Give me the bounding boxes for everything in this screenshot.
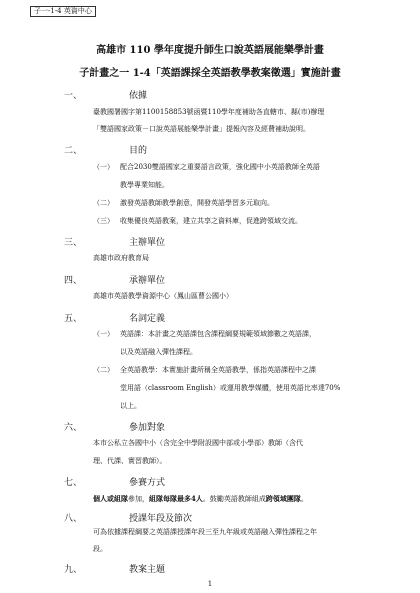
- section-6-line-1: 本市公私立各國中小（含完全中學附設國中部或小學部）教師（含代: [93, 439, 303, 447]
- section-7-text-3: 。: [300, 495, 308, 503]
- section-2-item-1-line-1: 配合2030雙語國家之重要語言政策，強化國中小英語教師全英語: [120, 163, 320, 171]
- section-6-number: 六、: [64, 423, 83, 433]
- section-1-line-2: 「雙語國家政策－口說英語展能樂學計畫」提報內容及經費補助說明。: [93, 125, 310, 133]
- section-5-number: 五、: [64, 314, 83, 324]
- section-9-number: 九、: [64, 565, 83, 575]
- section-1-heading: 依據: [129, 91, 148, 101]
- section-7-text-1: 參加，: [128, 495, 149, 503]
- document-tag: 子一-1-4 英資中心: [30, 6, 96, 17]
- section-1-number: 一、: [64, 91, 83, 101]
- section-5-item-2-line-3: 以上。: [120, 402, 141, 410]
- section-5-item-1-mark: （一）: [93, 330, 114, 338]
- section-5-item-2-mark: （二）: [93, 366, 114, 374]
- section-2-item-1-mark: （一）: [93, 163, 114, 171]
- section-7-line-1: [93, 494, 308, 504]
- document-subtitle: 子計畫之一 1-4「英語課採全英語教學教案徵選」實施計畫: [79, 68, 341, 79]
- section-4-line-1: 高雄市英語教學資源中心（鳳山區曹公國小）: [93, 292, 233, 300]
- document-title: 高雄市 110 學年度提升師生口說英語展能樂學計畫: [96, 45, 324, 56]
- section-2-heading: 目的: [129, 146, 148, 156]
- section-7-bold-1: 個人或組隊: [93, 494, 128, 503]
- section-6-line-2: 理、代課、實習教師）。: [93, 457, 167, 465]
- section-8-number: 八、: [64, 514, 83, 524]
- section-4-number: 四、: [64, 276, 83, 286]
- section-8-line-2: 段。: [93, 545, 107, 553]
- section-7-heading: 參賽方式: [129, 478, 166, 488]
- section-8-line-1: 可為依據課程綱要之英語課授課年段三至九年級或英語融入彈性課程之年: [93, 528, 317, 536]
- section-5-heading: 名詞定義: [129, 314, 166, 324]
- section-5-item-2-line-1: 全英語教學：本實施計畫所稱全英語教學，係指英語課程中之課: [120, 366, 316, 374]
- section-3-line-1: 高雄市政府教育局: [93, 254, 149, 262]
- section-3-number: 三、: [64, 238, 83, 248]
- section-8-heading: 授課年段及節次: [129, 514, 193, 524]
- section-4-heading: 承辦單位: [129, 276, 166, 286]
- section-3-heading: 主辦單位: [129, 238, 166, 248]
- section-2-item-2-mark: （二）: [93, 199, 114, 207]
- section-6-heading: 參加對象: [129, 423, 166, 433]
- section-7-bold-2: 組隊每隊最多4人: [149, 494, 203, 503]
- page-number: 1: [207, 580, 213, 588]
- section-2-number: 二、: [64, 146, 83, 156]
- section-7-text-2: 。鼓勵英語教師組成: [202, 495, 266, 503]
- section-7-number: 七、: [64, 478, 83, 488]
- section-1-line-1: 臺教國署國字第1100158853號函暨110學年度補助各直轄市、縣(市)辦理: [93, 108, 325, 116]
- section-2-item-3-mark: （三）: [93, 217, 114, 225]
- section-5-item-2-line-2: 堂用語（classroom English）或運用教學媒體，使用英語比率達70%: [120, 384, 341, 392]
- section-5-item-1-line-1: 英語課：本計畫之英語課包含課程綱要規範領域節數之英語課，: [120, 330, 316, 338]
- section-2-item-1-line-2: 教學專業知能。: [120, 181, 169, 189]
- section-2-item-2-line-1: 激發英語教師教學創意，開發英語學習多元取向。: [120, 199, 274, 207]
- section-7-bold-3: 跨領域團隊: [265, 494, 301, 503]
- section-5-item-1-line-2: 以及英語融入彈性課程。: [120, 348, 197, 356]
- section-2-item-3-line-1: 收集優良英語教案，建立共享之資料庫，促進跨領域交流。: [120, 217, 302, 225]
- section-9-heading: 教案主題: [129, 565, 166, 575]
